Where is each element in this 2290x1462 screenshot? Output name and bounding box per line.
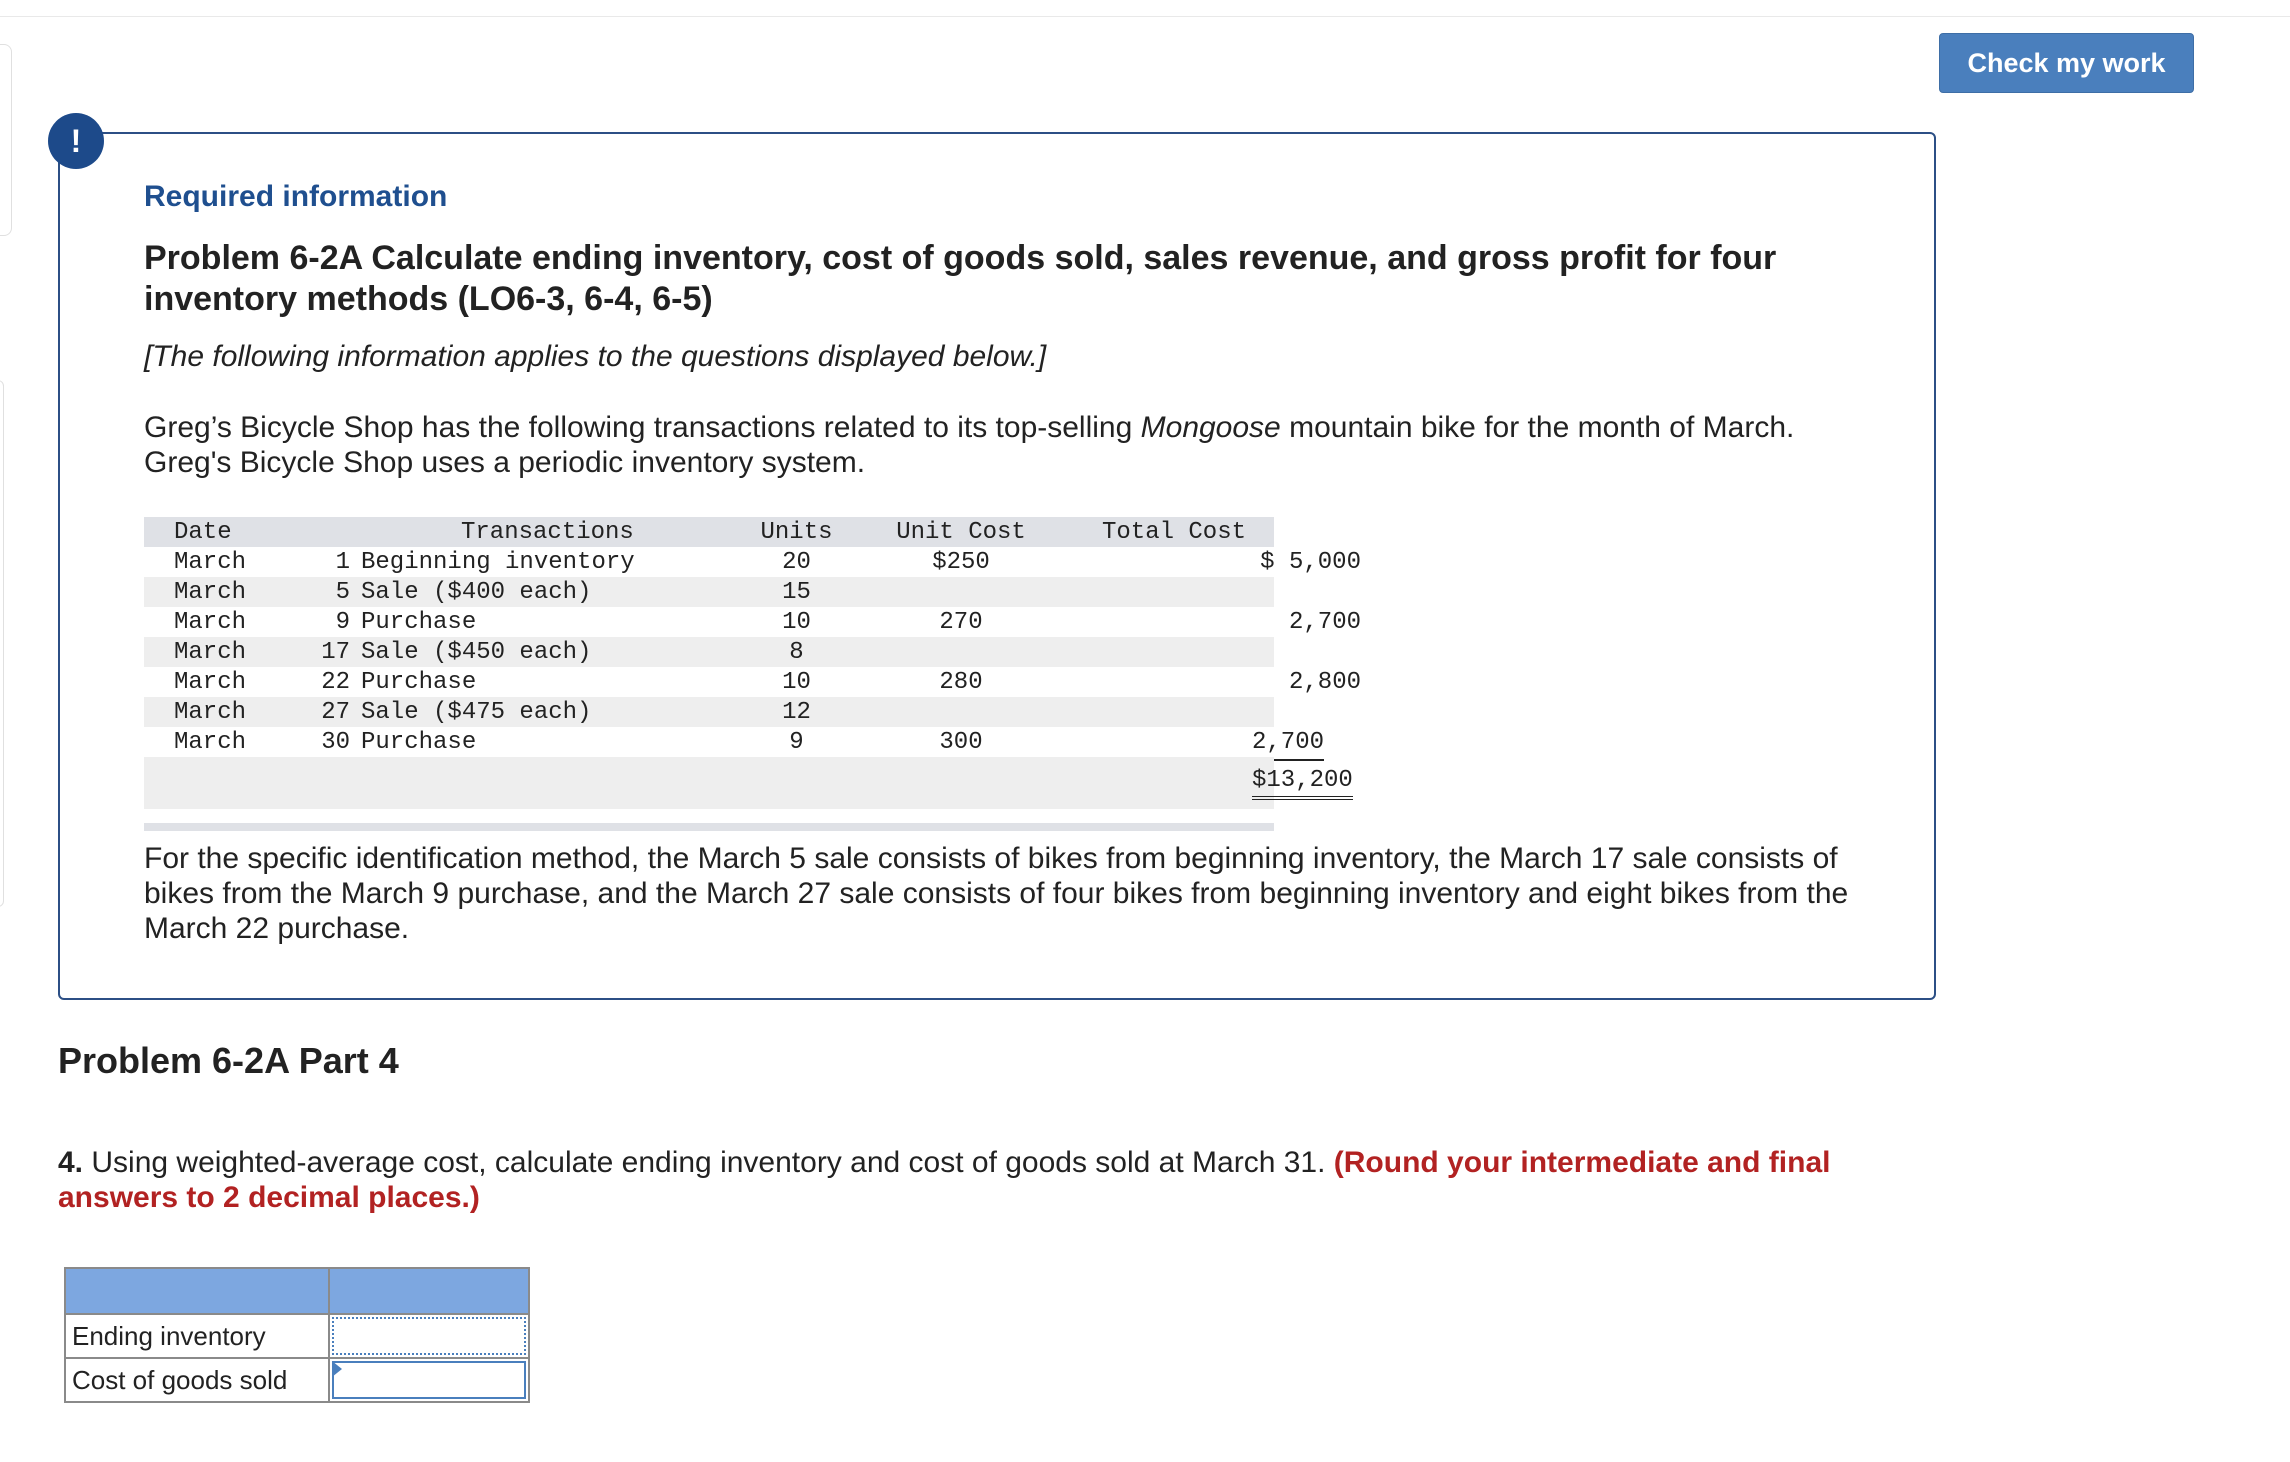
table-row: March 9 Purchase 10 270 2,700 xyxy=(174,609,1361,636)
transactions-header-row: Date Transactions Units Unit Cost Total Cost xyxy=(144,517,1274,547)
answer-header-row xyxy=(65,1268,529,1314)
answer-table xyxy=(64,1267,530,1403)
required-info-heading: Required information xyxy=(144,180,448,213)
part-title: Problem 6-2A Part 4 xyxy=(58,1040,399,1081)
answer-row-cogs xyxy=(65,1358,529,1402)
top-divider xyxy=(0,16,2290,17)
table-row: March 30 Purchase 9 300 2,700 xyxy=(144,727,1274,757)
info-note: [The following information applies to the questions displayed below.] xyxy=(144,340,1047,373)
table-separator xyxy=(144,823,1274,831)
table-row: March 5 Sale ($400 each) 15 xyxy=(144,577,1274,607)
side-panel-edge xyxy=(0,44,12,236)
intro-paragraph: Greg’s Bicycle Shop has the following transactions related to its top-selling Mongoose mountain bike for the month of March. Greg's Bicycle Shop uses a periodic inventory system. xyxy=(144,411,1795,479)
problem-title: Problem 6-2A Calculate ending inventory, cost of goods sold, sales revenue, and gross profit for four inventory methods (LO6-3, 6-4, 6-5) xyxy=(144,239,1777,318)
cost-of-goods-sold-label: Cost of goods sold xyxy=(65,1358,329,1402)
ending-inventory-input[interactable] xyxy=(332,1317,526,1355)
question-text: 4. Using weighted-average cost, calculate ending inventory and cost of goods sold at March 31. (Round your intermediate and final answers to 2 decimal places.) xyxy=(58,1146,1831,1214)
ending-inventory-label: Ending inventory xyxy=(65,1314,329,1358)
answer-row-ending-inventory xyxy=(65,1314,529,1358)
cost-of-goods-sold-input[interactable] xyxy=(332,1361,526,1399)
table-row: March 17 Sale ($450 each) 8 xyxy=(144,637,1274,667)
table-total-row xyxy=(144,757,1353,809)
table-row: March 27 Sale ($475 each) 12 xyxy=(144,697,1274,727)
table-row: March 22 Purchase 10 280 2,800 xyxy=(174,669,1361,696)
active-cell-marker-icon xyxy=(332,1361,342,1377)
table-row: March 1 Beginning inventory 20 $250 $ 5,000 xyxy=(174,549,1361,576)
side-panel-edge-lower xyxy=(0,380,4,907)
specific-id-paragraph: For the specific identification method, the March 5 sale consists of bikes from beginning inventory, the March 17 sale consists of bikes from the March 9 purchase, and the March 27 sale consists of four bikes from beginning inventory and eight bikes from the March 22 purchase. xyxy=(144,842,1849,945)
grand-total: $13,200 xyxy=(1252,767,1353,800)
alert-icon: ! xyxy=(48,113,104,169)
transactions-table xyxy=(144,517,1361,831)
check-my-work-button[interactable]: Check my work xyxy=(1939,33,2194,93)
